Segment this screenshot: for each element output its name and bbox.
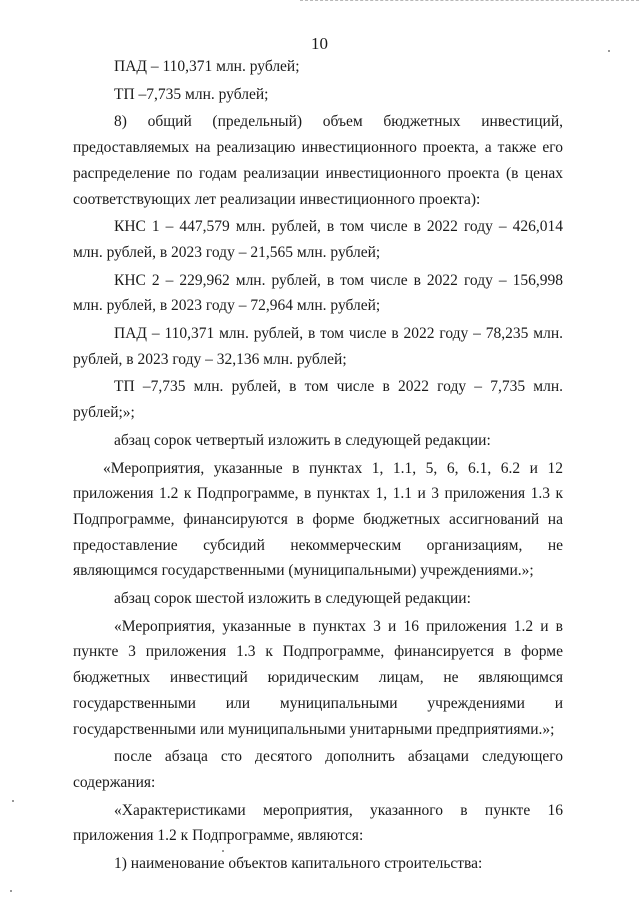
page-number: 10 bbox=[311, 34, 328, 53]
paragraph-pad-years: ПАД – 110,371 млн. рублей, в том числе в 2022 году – 78,235 млн. рублей, в 2023 году – 32,136 млн. рублей; bbox=[73, 325, 563, 368]
document-body bbox=[73, 54, 563, 877]
scan-speck bbox=[608, 50, 610, 52]
paragraph-item-8: 8) общий (предельный) объем бюджетных инвестиций, предоставляемых на реализацию инвестиционного проекта, а также его распределение по годам реализации инвестиционного проекта (в ценах соответствующих лет реализации инвестиционного проекта): bbox=[73, 113, 563, 208]
paragraph-kns1: КНС 1 – 447,579 млн. рублей, в том числе в 2022 году – 426,014 млн. рублей, в 2023 году – 21,565 млн. рублей; bbox=[73, 218, 563, 261]
paragraph-tp-total: ТП –7,735 млн. рублей; bbox=[114, 85, 269, 103]
paragraph-pad-total: ПАД – 110,371 млн. рублей; bbox=[114, 58, 300, 75]
paragraph-abzac-44-text: «Мероприятия, указанные в пунктах 1, 1.1, 5, 6, 6.1, 6.2 и 12 приложения 1.2 к Подпрограмме, в пунктах 1, 1.1 и 3 приложения 1.3 к Подпрограмме, финансируются в форме бюджетных ассигнований на предоставление субсидий некоммерческим организациям, не являющимся государственными (муниципальными) учреждениями.»; bbox=[73, 459, 563, 580]
paragraph-abzac-46-text: «Мероприятия, указанные в пунктах 3 и 16 приложения 1.2 и в пункте 3 приложения 1.3 к Подпрограмме, финансируется в форме бюджетных инвестиций юридическим лицам, не являющимся государственными или муниципальными учреждениями и государственными или муниципальными унитарными предприятиями.»; bbox=[73, 617, 563, 738]
paragraph-abzac-46-intro: абзац сорок шестой изложить в следующей редакции: bbox=[114, 590, 471, 608]
paragraph-characteristics: «Характеристиками мероприятия, указанного в пункте 16 приложения 1.2 к Подпрограмме, являются: bbox=[73, 801, 563, 845]
paragraph-item-1: 1) наименование объектов капитального строительства: bbox=[114, 855, 483, 873]
paragraph-kns2: КНС 2 – 229,962 млн. рублей, в том числе в 2022 году – 156,998 млн. рублей, в 2023 году – 72,964 млн. рублей; bbox=[73, 271, 563, 315]
scan-speck bbox=[12, 800, 14, 802]
paragraph-abzac-44-intro: абзац сорок четвертый изложить в следующей редакции: bbox=[114, 431, 491, 449]
paragraph-tp-years: ТП –7,735 млн. рублей, в том числе в 2022 году – 7,735 млн. рублей;»; bbox=[73, 378, 563, 422]
paragraph-after-110: после абзаца сто десятого дополнить абзацами следующего содержания: bbox=[73, 748, 563, 791]
scan-speck bbox=[222, 850, 224, 852]
top-edge-line bbox=[300, 0, 639, 1]
scan-speck bbox=[10, 890, 12, 892]
